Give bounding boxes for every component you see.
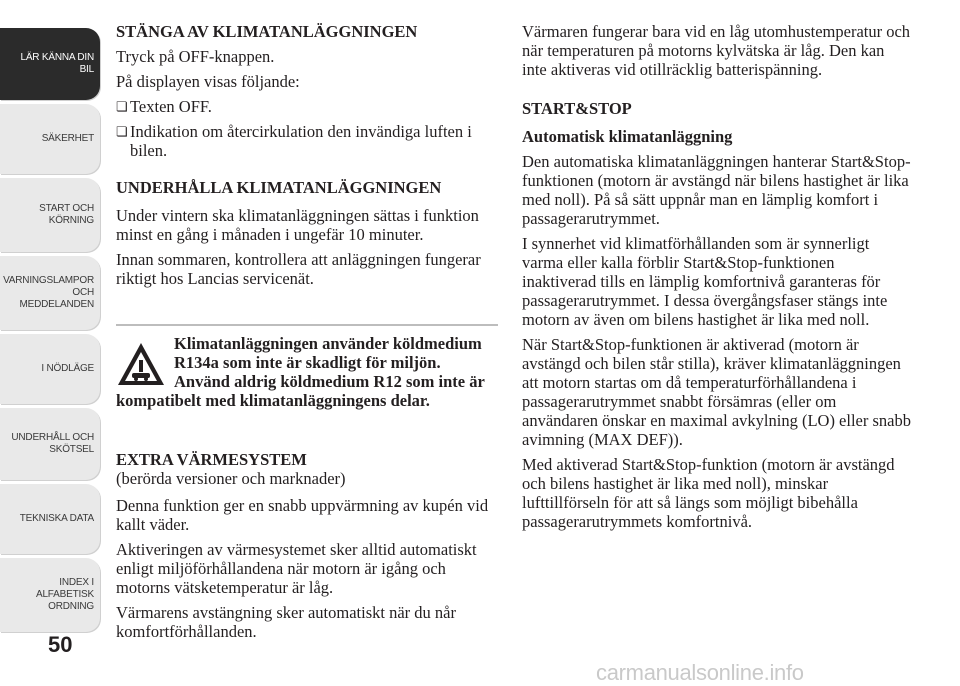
paragraph: Aktiveringen av värmesystemet sker alltid automatiskt enligt miljöförhållandena när motorn är igång och motorns vätsketemperatur är låg. <box>116 540 477 597</box>
subheading-automatisk-klimatanlaggning: Automatisk klimatanläggning <box>522 127 733 146</box>
bullet-list <box>116 97 496 160</box>
warning-box <box>116 324 498 410</box>
warning-text: Klimatanläggningen använder köldmedium R134a som inte är skadligt för miljön. Använd aldrig köldmedium R12 som inte är kompatibelt med klimatanläggningens delar. <box>116 334 485 410</box>
paragraph: När Start&Stop-funktionen är aktiverad (motorn är avstängd och bilen står stilla), kräver klimatanläggningen att motorn startas om då temperaturförhållandena i passagerarutrymmet snabbt försämras (eller om användaren önskar en maximal avkylning (LO) eller snabb avimning (MAX DEF)). <box>522 335 911 449</box>
tab-sakerhet[interactable] <box>0 104 100 174</box>
paragraph: Innan sommaren, kontrollera att anläggningen fungerar riktigt hos Lancias servicenät. <box>116 250 481 288</box>
paragraph: Tryck på OFF-knappen. <box>116 47 275 66</box>
tab-label: TEKNISKA DATA <box>19 513 94 524</box>
subheading: (berörda versioner och marknader) <box>116 469 346 488</box>
paragraph: Under vintern ska klimatanläggningen sättas i funktion minst en gång i månaden i ungefär 10 minuter. <box>116 206 479 244</box>
paragraph: Denna funktion ger en snabb uppvärmning av kupén vid kallt väder. <box>116 496 489 534</box>
tab-start-och-korning[interactable] <box>0 178 100 252</box>
warning-triangle-icon <box>116 340 166 388</box>
heading-stanga-av: STÄNGA AV KLIMATANLÄGGNINGEN <box>116 22 418 41</box>
paragraph: I synnerhet vid klimatförhållanden som är synnerligt varma eller kalla förblir Start&Stop-funktionen inaktiverad tills en lämplig komfortnivå garanteras för passagerarutrymmet. I dessa övergångsfaser stängs inte motorn av även om bilens hastighet är lika med noll. <box>522 234 888 329</box>
tab-label: UNDERHÅLL OCH SKÖTSEL <box>11 432 94 455</box>
paragraph: På displayen visas följande: <box>116 72 300 91</box>
list-item: ❏ Indikation om återcirkulation den invändiga luften i bilen. <box>116 122 496 160</box>
tab-label: LÄR KÄNNA DIN BIL <box>20 52 94 75</box>
page-number: 50 <box>48 632 73 657</box>
paragraph: Värmarens avstängning sker automatiskt när du når komfortförhållanden. <box>116 603 456 641</box>
left-column <box>116 22 496 288</box>
heading-start-stop: START&STOP <box>522 99 632 118</box>
tab-i-nodlage[interactable] <box>0 334 100 404</box>
paragraph: Värmaren fungerar bara vid en låg utomhustemperatur och när temperaturen på motorns kylvätska är låg. Den kan inte aktiveras vid otillräcklig batterispänning. <box>522 22 911 79</box>
heading-underhalla: UNDERHÅLLA KLIMATANLÄGGNINGEN <box>116 178 442 197</box>
tab-lar-kanna-din-bil[interactable] <box>0 28 100 100</box>
tab-label: VARNINGSLAMPOR OCH MEDDELANDEN <box>3 275 94 310</box>
tab-index[interactable] <box>0 558 100 632</box>
tab-tekniska-data[interactable] <box>0 484 100 554</box>
tab-varningslampor[interactable] <box>0 256 100 330</box>
right-column <box>522 22 912 531</box>
paragraph: Den automatiska klimatanläggningen hanterar Start&Stop-funktionen (motorn är avstängd när bilens hastighet är lika med noll). På så sätt uppnår man en lämplig komfort i passagerarutrymmet. <box>522 152 911 228</box>
tab-label: INDEX I ALFABETISK ORDNING <box>35 577 94 612</box>
paragraph: Med aktiverad Start&Stop-funktion (motorn är avstängd och bilens hastighet är lika med noll), minskar lufttillförseln för att så längs som möjligt bibehålla passagerarutrymmets komfortnivå. <box>522 455 895 531</box>
watermark: carmanualsonline.info <box>596 660 804 685</box>
left-column-lower <box>116 450 496 641</box>
heading-extra-varmesystem: EXTRA VÄRMESYSTEM <box>116 450 307 469</box>
tab-label: I NÖDLÄGE <box>41 363 94 374</box>
list-item: ❏ Texten OFF. <box>116 97 496 116</box>
tab-label: START OCH KÖRNING <box>39 203 94 226</box>
tab-label: SÄKERHET <box>41 133 94 144</box>
tab-underhall-och-skotsel[interactable] <box>0 408 100 480</box>
